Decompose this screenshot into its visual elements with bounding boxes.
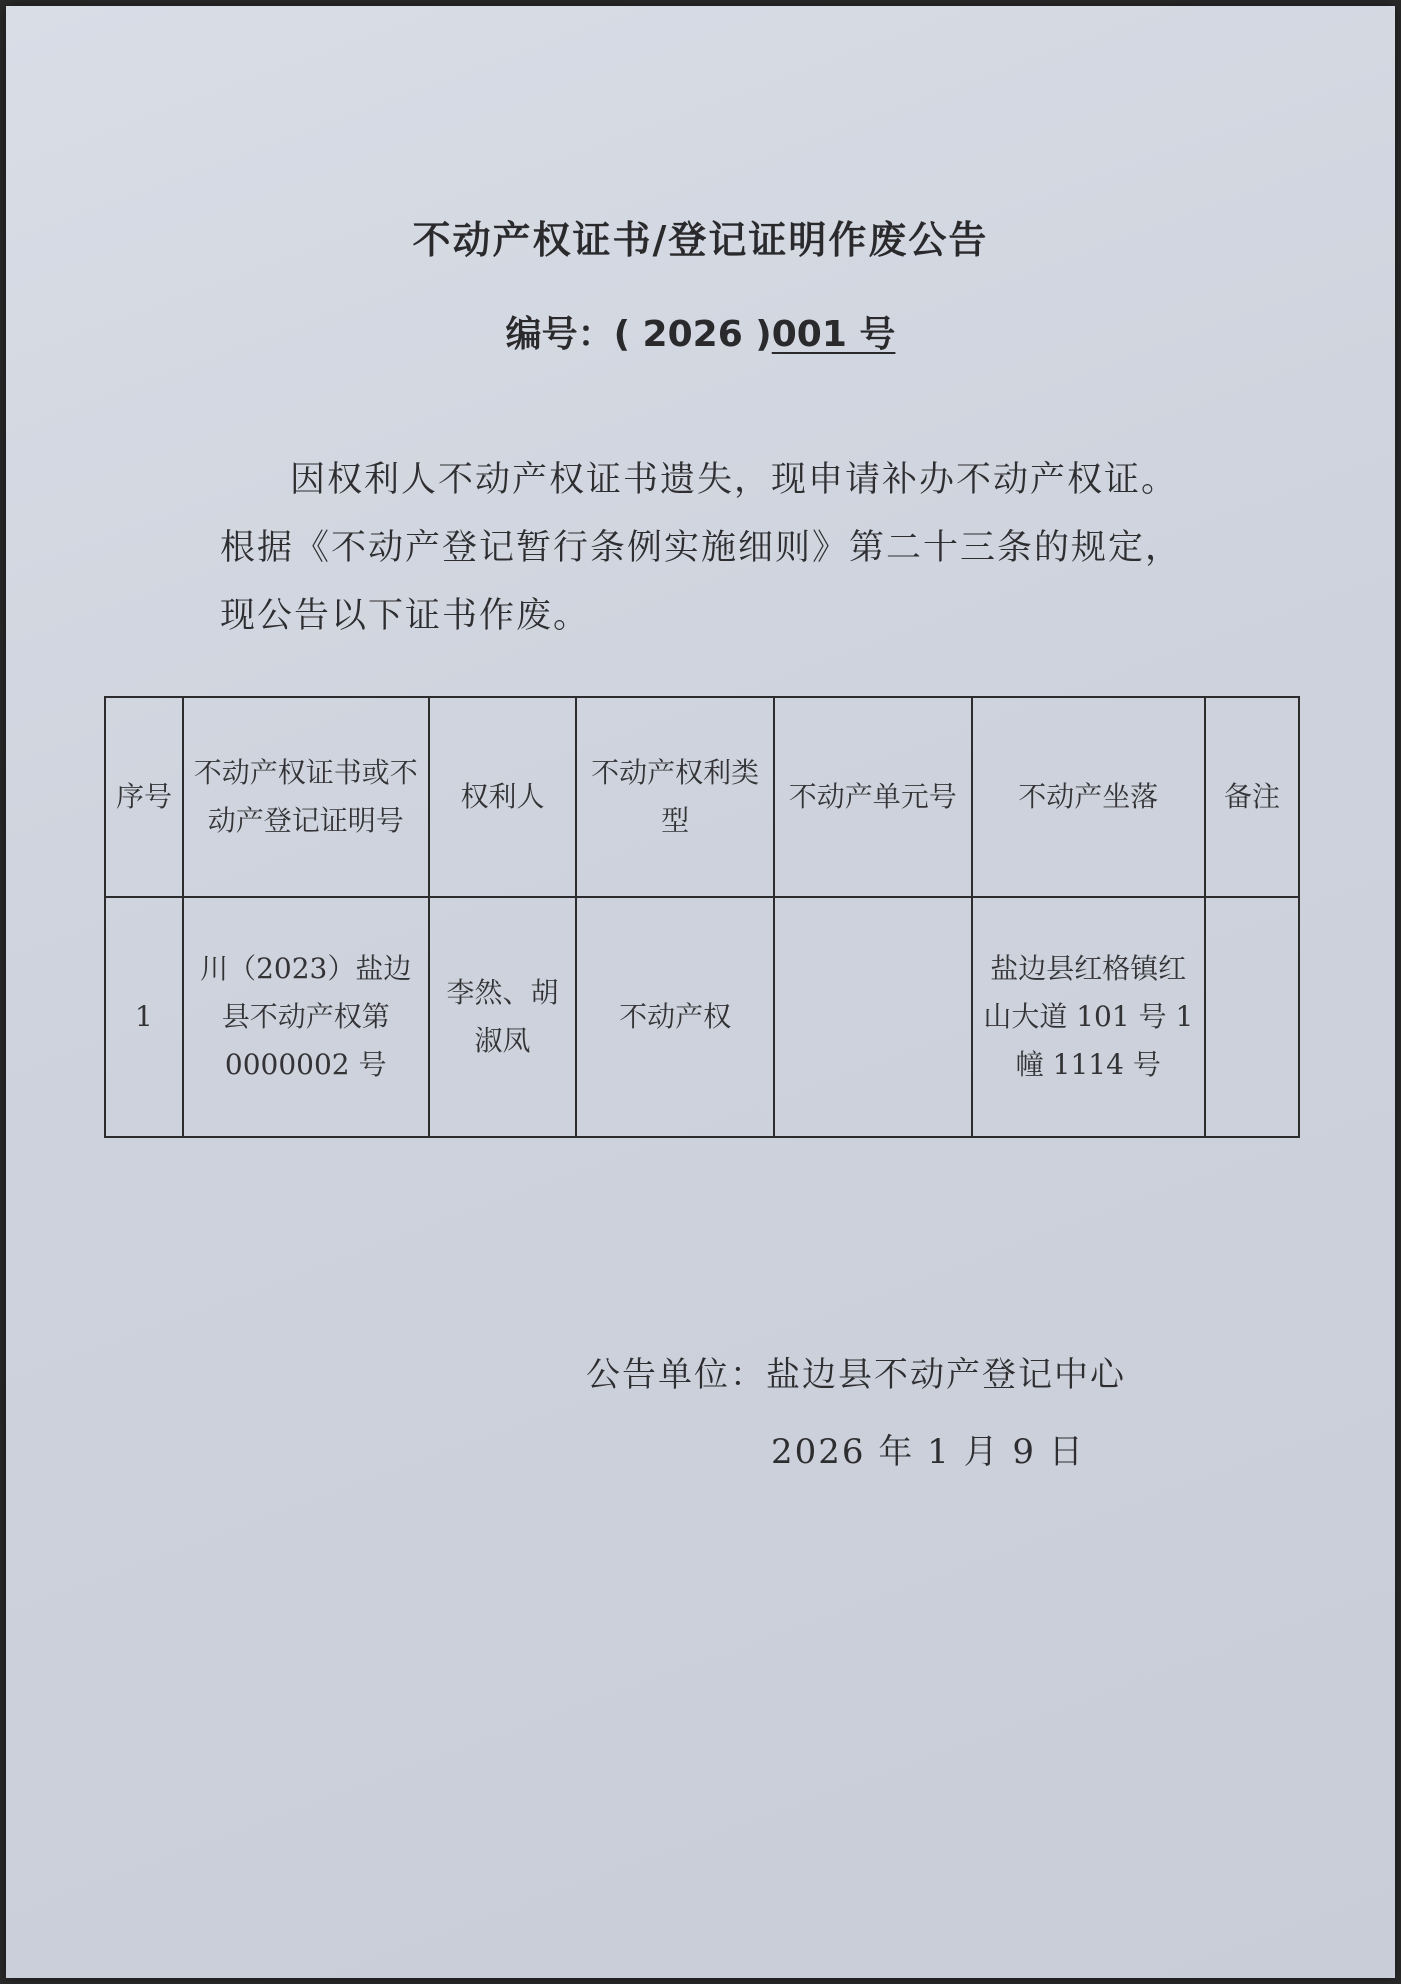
cell-index: 1 — [105, 897, 183, 1137]
document-number-serial: 001 号 — [771, 314, 896, 355]
header-certificate-no: 不动产权证书或不动产登记证明号 — [183, 697, 429, 897]
document-page — [6, 6, 1395, 1978]
table-row — [105, 897, 1299, 1137]
issue-date: 2026 年 1 月 9 日 — [771, 1432, 1085, 1472]
document-number-prefix: 编号：( 2026 ) — [505, 314, 772, 355]
notice-paragraph: 现公告以下证书作废。 — [220, 596, 591, 636]
notice-body — [220, 446, 1200, 650]
cell-location: 盐边县红格镇红山大道 101 号 1 幢 1114 号 — [972, 897, 1206, 1137]
header-index: 序号 — [105, 697, 183, 897]
cell-unit-no — [774, 897, 972, 1137]
cell-right-holder: 李然、胡淑凤 — [429, 897, 577, 1137]
notice-paragraph: 因权利人不动产权证书遗失，现申请补办不动产权证。 — [290, 460, 1179, 500]
void-certificates-table — [104, 696, 1300, 1138]
cell-right-type: 不动产权 — [576, 897, 774, 1137]
issuing-unit: 公告单位：盐边县不动产登记中心 — [586, 1355, 1126, 1395]
header-remark: 备注 — [1205, 697, 1299, 897]
table-header-row — [105, 697, 1299, 897]
cell-remark — [1205, 897, 1299, 1137]
document-title: 不动产权证书/登记证明作废公告 — [412, 218, 989, 262]
header-right-type: 不动产权利类 型 — [576, 697, 774, 897]
notice-paragraph: 根据《不动产登记暂行条例实施细则》第二十三条的规定， — [220, 528, 1183, 568]
document-number — [6, 306, 1395, 357]
header-right-holder: 权利人 — [429, 697, 577, 897]
header-location: 不动产坐落 — [972, 697, 1206, 897]
cell-certificate-no: 川（2023）盐边县不动产权第0000002 号 — [183, 897, 429, 1137]
header-unit-no: 不动产单元号 — [774, 697, 972, 897]
